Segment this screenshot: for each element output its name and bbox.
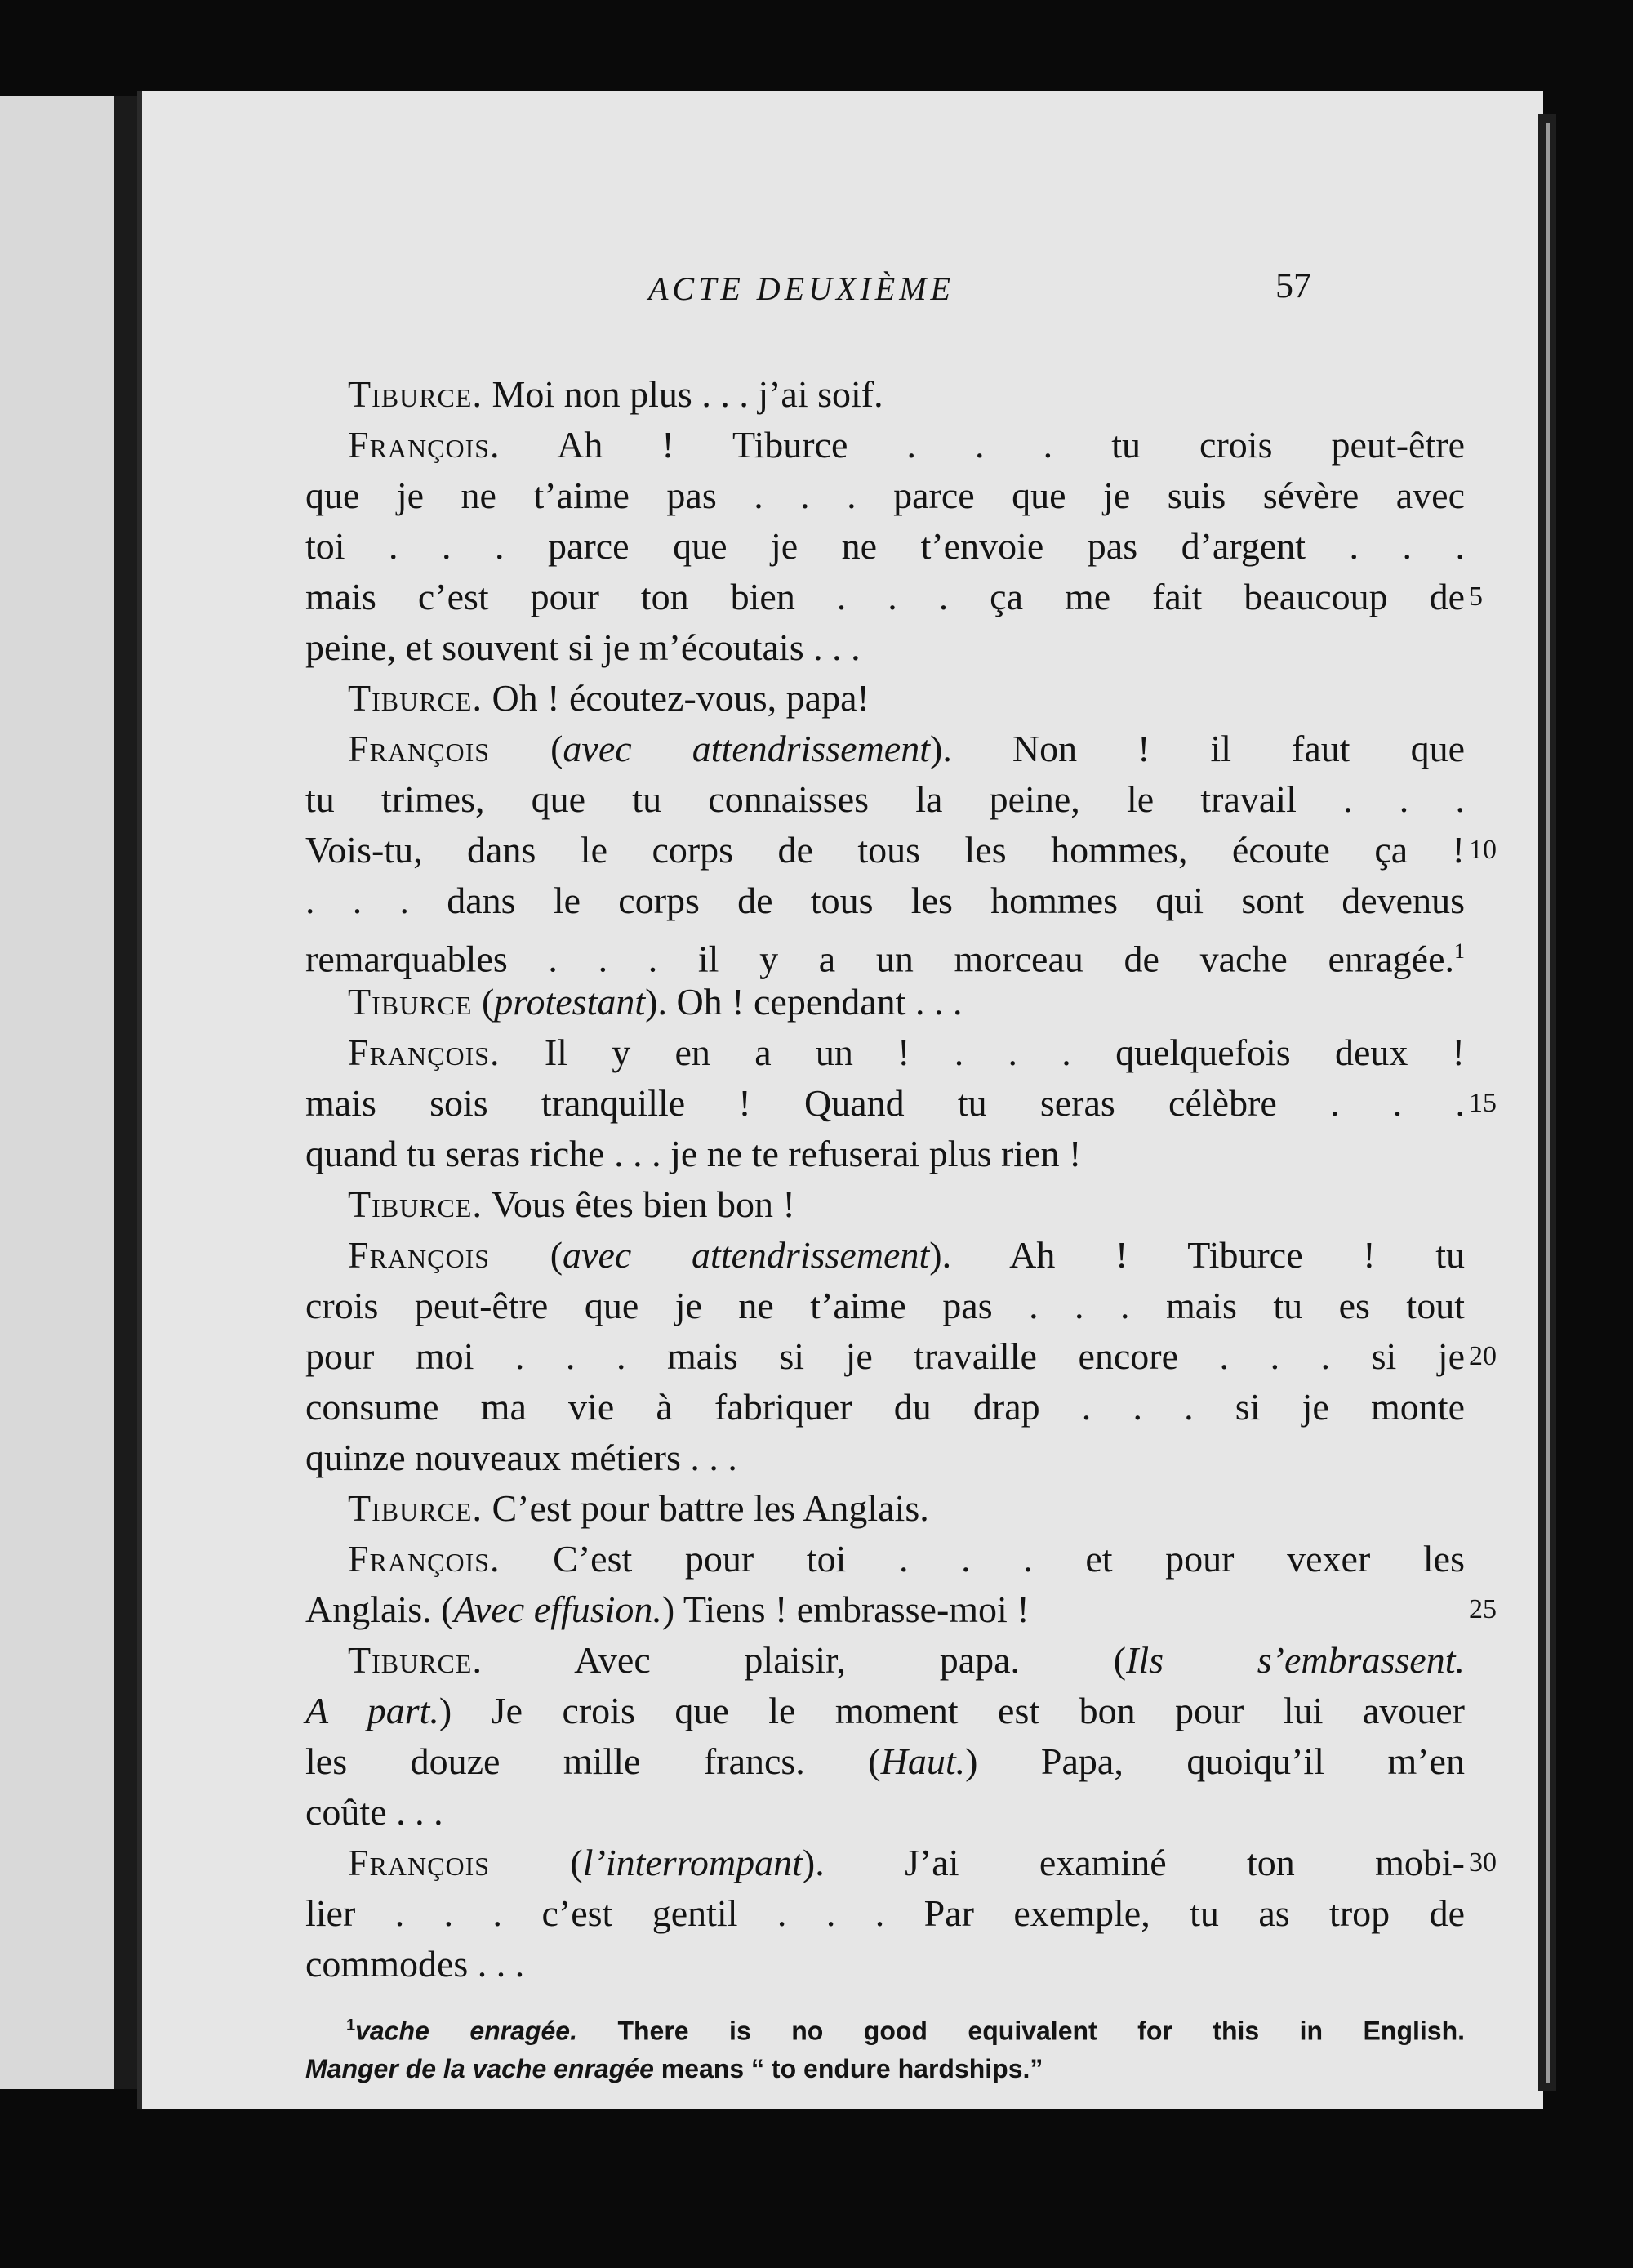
dialogue-text: Il y en a un ! . . . quelquefois deux ! <box>500 1032 1465 1073</box>
text-line <box>305 1382 1465 1433</box>
text-line <box>305 1027 1465 1078</box>
dialogue-text: mais c’est pour ton bien . . . ça me fait beaucoup de <box>305 576 1465 617</box>
dialogue-text: commodes . . . <box>305 1943 525 1985</box>
dialogue-text: C’est pour toi . . . et pour vexer les <box>500 1538 1465 1580</box>
dialogue-text: . . . dans le corps de tous les hommes qui sont devenus <box>305 880 1465 921</box>
dialogue-text: C’est pour battre les Anglais. <box>482 1487 929 1529</box>
line-number: 30 <box>1469 1847 1497 1878</box>
speaker-name: François <box>348 1842 491 1883</box>
dialogue-text: Ah ! Tiburce . . . tu crois peut-être <box>500 424 1465 466</box>
speaker-name: Tiburce. <box>348 1639 483 1681</box>
line-text <box>305 622 1465 673</box>
text-line <box>305 420 1465 470</box>
footnote-marker: 1 <box>346 2016 356 2034</box>
footnote-line <box>305 2007 1465 2050</box>
line-text <box>305 1939 1465 1990</box>
text-line <box>305 1281 1465 1331</box>
dialogue-text: ). Oh ! cependant . . . <box>645 981 963 1023</box>
dialogue-text: ). Non ! il faut que <box>930 728 1465 769</box>
text-line <box>305 724 1465 774</box>
line-text <box>305 1230 1465 1281</box>
page-edge-highlight <box>1546 123 1550 2083</box>
dialogue-text: peine, et souvent si je m’écoutais . . . <box>305 626 861 668</box>
line-text <box>305 774 1465 825</box>
dialogue-text: quand tu seras riche . . . je ne te refuserai plus rien ! <box>305 1133 1082 1174</box>
speaker-name: François. <box>348 1538 501 1580</box>
text-line <box>305 622 1465 673</box>
line-text <box>305 1534 1465 1584</box>
text-line <box>305 1736 1465 1787</box>
running-head: ACTE DEUXIÈME <box>648 270 954 307</box>
dialogue-text: remarquables . . . il y a un morceau de vache enragée. <box>305 938 1454 980</box>
line-number: 5 <box>1469 581 1483 612</box>
text-line <box>305 1888 1465 1939</box>
book-page <box>137 91 1543 2109</box>
dialogue-text: que je ne t’aime pas . . . parce que je suis sévère avec <box>305 475 1465 516</box>
stage-direction: avec attendrissement <box>563 1234 930 1276</box>
speaker-name: François. <box>348 1032 501 1073</box>
text-line <box>305 1686 1465 1736</box>
line-text <box>305 1078 1465 1129</box>
line-text <box>305 926 1465 984</box>
dialogue-text: ) Je crois que le moment est bon pour lui avouer <box>438 1690 1465 1731</box>
line-text <box>305 876 1465 926</box>
line-text <box>305 1281 1465 1331</box>
dialogue-text: Anglais. ( <box>305 1588 454 1630</box>
dialogue-text: Vous êtes bien bon ! <box>482 1183 795 1225</box>
text-line <box>305 470 1465 521</box>
speaker-name: François <box>348 1234 491 1276</box>
dialogue-text: ( <box>490 1234 563 1276</box>
dialogue-text: Oh ! écoutez-vous, papa! <box>482 677 870 719</box>
line-number: 25 <box>1469 1594 1497 1624</box>
dialogue-text: ( <box>490 1842 583 1883</box>
text-line <box>305 1939 1465 1990</box>
dialogue-text: consume ma vie à fabriquer du drap . . . si je monte <box>305 1386 1465 1428</box>
text-line <box>305 1787 1465 1838</box>
text-line <box>305 926 1465 980</box>
footnote-term: vache enragée. <box>355 2016 577 2046</box>
line-text <box>305 420 1465 470</box>
line-number: 10 <box>1469 835 1497 865</box>
dialogue-text: lier . . . c’est gentil . . . Par exemple, tu as trop de <box>305 1892 1465 1934</box>
page-number: 57 <box>1275 265 1311 305</box>
text-line <box>305 521 1465 572</box>
stage-direction: A part. <box>305 1690 439 1731</box>
line-text <box>305 1584 1465 1635</box>
line-text <box>305 977 1465 1027</box>
dialogue-text: Vois-tu, dans le corps de tous les hommes, écoute ça ! <box>305 829 1465 871</box>
speaker-name: Tiburce. <box>348 677 483 719</box>
facing-page-left <box>0 96 114 2089</box>
line-text <box>305 470 1465 521</box>
line-text <box>305 1686 1465 1736</box>
text-line <box>305 1331 1497 1382</box>
text-line <box>305 1534 1465 1584</box>
play-text <box>305 369 1497 1990</box>
stage-direction: protestant <box>494 981 646 1023</box>
dialogue-text: Moi non plus . . . j’ai soif. <box>482 373 883 415</box>
line-text <box>305 1838 1465 1888</box>
footnote-text: means “ to endure hardships.” <box>653 2053 1043 2083</box>
speaker-name: Tiburce. <box>348 1183 483 1225</box>
dialogue-text: quinze nouveaux métiers . . . <box>305 1437 737 1478</box>
line-text <box>305 572 1465 622</box>
line-text <box>305 1787 1465 1838</box>
stage-direction: Haut. <box>880 1740 966 1782</box>
text-line <box>305 1635 1465 1686</box>
speaker-name: Tiburce <box>348 981 473 1023</box>
stage-direction: l’interrompant <box>582 1842 803 1883</box>
speaker-name: Tiburce. <box>348 1487 483 1529</box>
footnote <box>305 2007 1465 2088</box>
stage-direction: Avec effusion. <box>453 1588 662 1630</box>
line-text <box>305 825 1465 876</box>
text-line <box>305 774 1465 825</box>
dialogue-text: les douze mille francs. ( <box>305 1740 881 1782</box>
dialogue-text: Avec plaisir, papa. ( <box>482 1639 1127 1681</box>
line-text <box>305 369 1465 420</box>
text-line <box>305 1129 1465 1179</box>
text-line <box>305 1230 1465 1281</box>
text-line <box>305 1584 1497 1635</box>
dialogue-text: ) Papa, quoiqu’il m’en <box>965 1740 1465 1782</box>
dialogue-text: ). J’ai examiné ton mobi- <box>802 1842 1465 1883</box>
footnote-ref: 1 <box>1454 939 1465 963</box>
line-number: 20 <box>1469 1341 1497 1371</box>
dialogue-text: pour moi . . . mais si je travaille encore . . . si je <box>305 1335 1465 1377</box>
line-number: 15 <box>1469 1088 1497 1118</box>
line-text <box>305 1129 1465 1179</box>
text-line <box>305 876 1465 926</box>
text-line <box>305 1078 1497 1129</box>
text-line <box>305 1179 1465 1230</box>
dialogue-text: mais sois tranquille ! Quand tu seras célèbre . . . <box>305 1082 1465 1124</box>
line-text <box>305 1736 1465 1787</box>
footnote-term: Manger de la vache enragée <box>305 2053 654 2083</box>
text-line <box>305 673 1465 724</box>
line-text <box>305 1635 1465 1686</box>
page-header <box>142 265 1543 319</box>
line-text <box>305 1483 1465 1534</box>
text-line <box>305 1483 1465 1534</box>
speaker-name: François <box>348 728 491 769</box>
text-line <box>305 1838 1497 1888</box>
footnote-line <box>305 2050 1465 2088</box>
line-text <box>305 673 1465 724</box>
book-gutter <box>114 96 137 2089</box>
line-text <box>305 1382 1465 1433</box>
text-line <box>305 1433 1465 1483</box>
text-line <box>305 825 1497 876</box>
dialogue-text: tu trimes, que tu connaisses la peine, le travail . . . <box>305 778 1465 820</box>
speaker-name: François. <box>348 424 501 466</box>
dialogue-text: ). Ah ! Tiburce ! tu <box>929 1234 1466 1276</box>
footnote-text: There is no good equivalent for this in English. <box>576 2016 1466 2046</box>
text-line <box>305 572 1483 622</box>
speaker-name: Tiburce. <box>348 373 483 415</box>
stage-direction: avec attendrissement <box>563 728 930 769</box>
dialogue-text: ( <box>490 728 563 769</box>
line-text <box>305 1888 1465 1939</box>
line-text <box>305 1433 1465 1483</box>
dialogue-text: ( <box>472 981 495 1023</box>
dialogue-text: coûte . . . <box>305 1791 443 1833</box>
line-text <box>305 521 1465 572</box>
text-line <box>305 369 1465 420</box>
dialogue-text: toi . . . parce que je ne t’envoie pas d’argent . . . <box>305 525 1465 567</box>
line-text <box>305 1331 1465 1382</box>
line-text <box>305 724 1465 774</box>
line-text <box>305 1027 1465 1078</box>
text-line <box>305 977 1465 1027</box>
stage-direction: Ils s’embrassent. <box>1126 1639 1465 1681</box>
dialogue-text: ) Tiens ! embrasse-moi ! <box>661 1588 1030 1630</box>
line-text <box>305 1179 1465 1230</box>
dialogue-text: crois peut-être que je ne t’aime pas . . . mais tu es tout <box>305 1285 1465 1326</box>
